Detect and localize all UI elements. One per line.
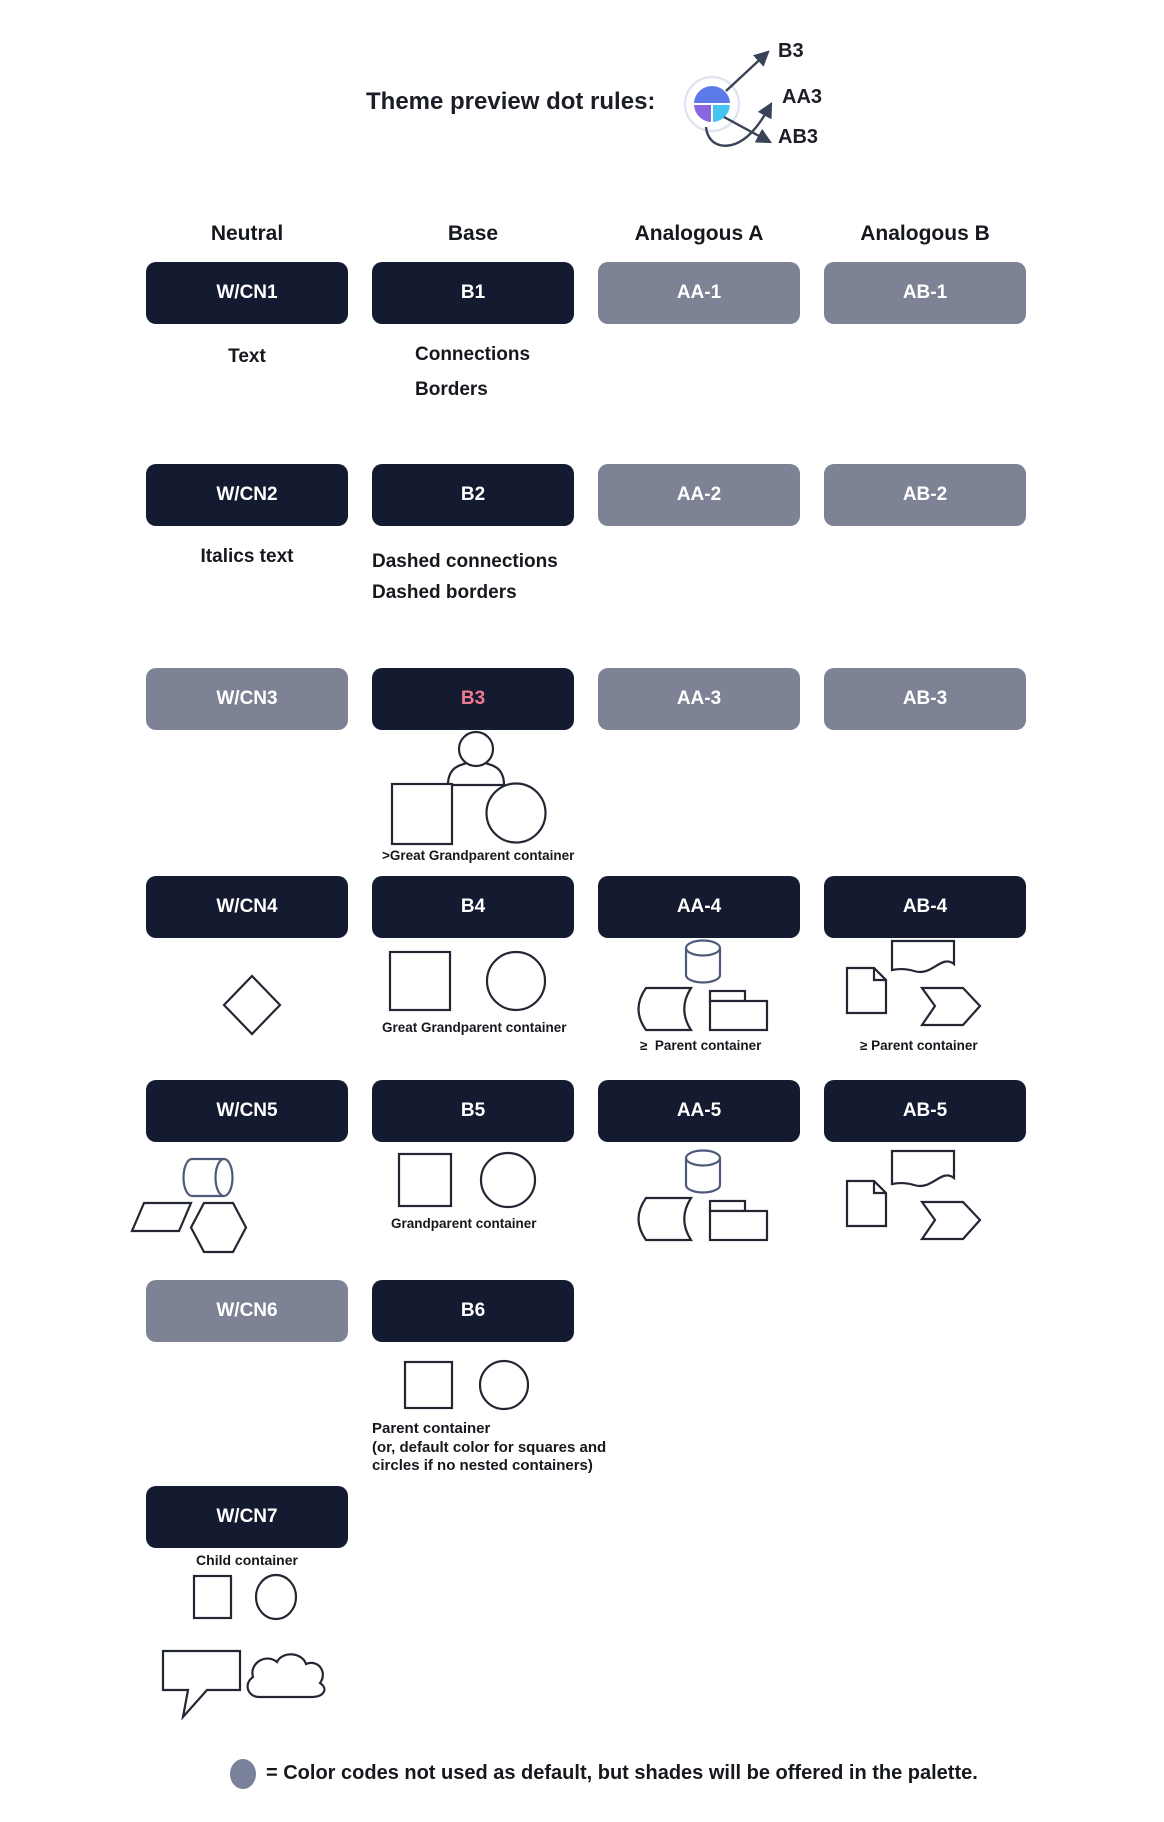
circle-shape [256,1575,296,1619]
caption-parent-line2: (or, default color for squares and [372,1439,607,1456]
arrow-to-b3 [726,52,768,91]
swatch-b6: B6 [372,1280,574,1342]
square-shape [405,1362,452,1408]
caption-ge-parent-aa: ≥ Parent container [640,1038,762,1053]
column-header-analogous-b: Analogous B [860,222,990,245]
diamond-shape [224,976,280,1034]
page-title: Theme preview dot rules: [366,88,656,115]
note-dashed-connections: Dashed connections [372,551,558,572]
caption-grandparent: Grandparent container [391,1216,537,1231]
dot-rule-label-b3: B3 [778,40,804,62]
note-connections: Connections [415,344,531,365]
cylinder-top-icon [686,941,720,956]
dot-rule-label-aa3: AA3 [782,86,823,108]
circle-shape [487,952,545,1010]
aa4-shapes [625,935,790,1035]
note-borders: Borders [415,379,488,400]
note-text: Text [228,346,266,367]
swatch-aa4: AA-4 [598,876,800,938]
cylinder-top-icon [686,1151,720,1166]
wcn4-shapes [222,974,282,1036]
square-shape [399,1154,451,1206]
swatch-wcn2: W/CN2 [146,464,348,526]
note-shape [847,968,886,1013]
stored-data-shape [639,1198,692,1240]
theme-dot-diagram [656,22,786,172]
chevron-shape [922,988,980,1025]
folder-body-shape [710,1211,767,1240]
swatch-wcn7: W/CN7 [146,1486,348,1548]
swatch-aa2: AA-2 [598,464,800,526]
swatch-aa3: AA-3 [598,668,800,730]
swatch-b2: B2 [372,464,574,526]
swatch-b1: B1 [372,262,574,324]
swatch-ab2: AB-2 [824,464,1026,526]
square-shape [390,952,450,1010]
swatch-ab1: AB-1 [824,262,1026,324]
folder-tab-shape [710,991,745,1001]
swatch-b3: B3 [372,668,574,730]
parallelogram-shape [132,1203,191,1231]
caption-ge-parent-ab: ≥ Parent container [860,1038,978,1053]
column-header-neutral: Neutral [210,222,284,245]
dot-rule-label-ab3: AB3 [778,126,819,148]
caption-child-container: Child container [196,1552,298,1568]
column-header-base: Base [447,222,499,245]
stored-data-shape [639,988,692,1030]
column-header-analogous-a: Analogous A [634,222,764,245]
circle-shape [487,784,546,843]
swatch-ab4: AB-4 [824,876,1026,938]
note-italics-text: Italics text [200,546,294,567]
swatch-b4: B4 [372,876,574,938]
note-dashed-borders: Dashed borders [372,582,517,603]
b4-shapes [385,946,555,1016]
b3-shapes [380,723,560,848]
hexagon-shape [191,1203,246,1252]
note-shape [847,1181,886,1226]
cloud-icon [248,1654,325,1697]
swatch-wcn3: W/CN3 [146,668,348,730]
ab5-shapes [835,1145,1000,1245]
gray-dot-icon [230,1759,256,1789]
speech-bubble-icon [163,1651,240,1717]
footer-legend-text: = Color codes not used as default, but shades will be offered in the palette. [266,1762,978,1784]
swatch-aa1: AA-1 [598,262,800,324]
circle-shape [481,1153,535,1207]
circle-shape [480,1361,528,1409]
swatch-b5: B5 [372,1080,574,1142]
caption-parent-line3: circles if no nested containers) [372,1457,593,1474]
wcn5-shapes [125,1150,260,1260]
b6-shapes [395,1355,560,1415]
folder-body-shape [710,1001,767,1030]
caption-parent-line1: Parent container [372,1420,491,1437]
document-shape [892,941,954,972]
caption-gt-great-grandparent: >Great Grandparent container [382,848,575,863]
b5-shapes [390,1145,560,1215]
document-shape [892,1151,954,1186]
ab4-shapes [835,935,1000,1035]
chevron-shape [922,1202,980,1239]
swatch-wcn1: W/CN1 [146,262,348,324]
wcn7-shapes-top [185,1572,305,1624]
footer-legend-dot [228,1757,258,1791]
square-shape [194,1576,231,1618]
square-shape [392,784,452,844]
swatch-aa5: AA-5 [598,1080,800,1142]
caption-great-grandparent: Great Grandparent container [382,1020,567,1035]
swatch-ab5: AB-5 [824,1080,1026,1142]
cylinder-horizontal-end-icon [216,1159,233,1196]
swatch-wcn6: W/CN6 [146,1280,348,1342]
swatch-wcn5: W/CN5 [146,1080,348,1142]
aa5-shapes [625,1145,790,1245]
wcn7-shapes-bottom [155,1645,345,1725]
folder-tab-shape [710,1201,745,1211]
person-head-icon [459,732,493,766]
swatch-wcn4: W/CN4 [146,876,348,938]
swatch-ab3: AB-3 [824,668,1026,730]
